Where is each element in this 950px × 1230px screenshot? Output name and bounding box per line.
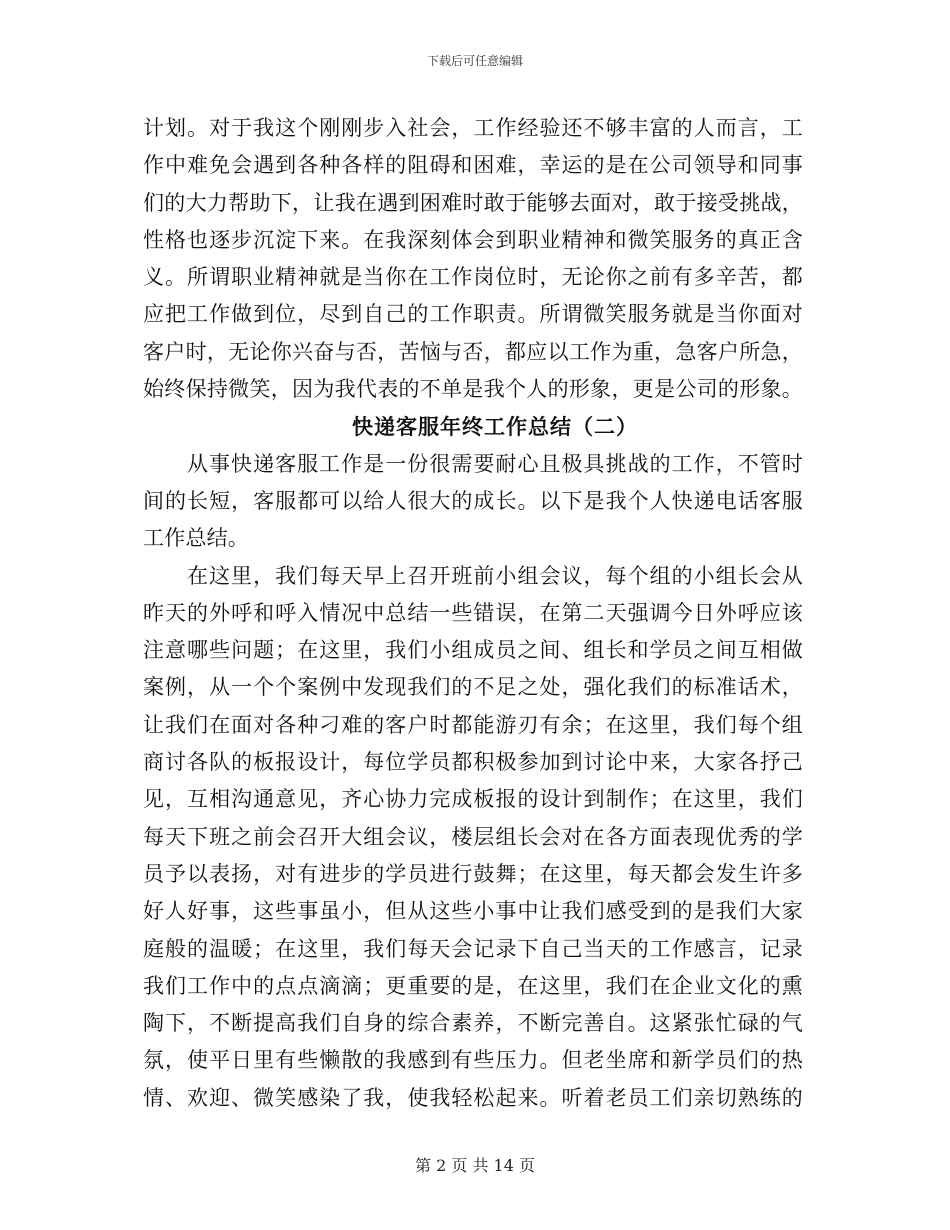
paragraph-continued [143, 110, 803, 408]
text-line: 庭般的温暖；在这里，我们每天会记录下自己当天的工作感言，记录 [143, 936, 803, 961]
text-line: 从事快递客服工作是一份很需要耐心且极具挑战的工作，不管时 [187, 451, 803, 476]
text-line: 见，互相沟通意见，齐心协力完成板报的设计到制作；在这里，我们 [143, 787, 803, 812]
document-body [143, 110, 803, 1117]
text-line: 我们工作中的点点滴滴；更重要的是，在这里，我们在企业文化的熏 [143, 973, 803, 998]
text-line: 性格也逐步沉淀下来。在我深刻体会到职业精神和微笑服务的真正含 [143, 227, 803, 252]
paragraph-main [143, 558, 803, 1117]
text-line: 义。所谓职业精神就是当你在工作岗位时，无论你之前有多辛苦，都 [143, 265, 803, 290]
text-line: 始终保持微笑，因为我代表的不单是我个人的形象，更是公司的形象。 [143, 377, 803, 402]
text-line: 应把工作做到位，尽到自己的工作职责。所谓微笑服务就是当你面对 [143, 302, 803, 327]
text-line: 间的长短，客服都可以给人很大的成长。以下是我个人快递电话客服 [143, 488, 803, 513]
text-line: 每天下班之前会召开大组会议，楼层组长会对在各方面表现优秀的学 [143, 824, 803, 849]
text-line: 在这里，我们每天早上召开班前小组会议，每个组的小组长会从 [187, 563, 803, 588]
text-line: 客户时，无论你兴奋与否，苦恼与否，都应以工作为重，急客户所急， [143, 339, 803, 364]
text-line: 员予以表扬，对有进步的学员进行鼓舞；在这里，每天都会发生许多 [143, 861, 803, 886]
section-title: 快递客服年终工作总结（二） [352, 414, 638, 440]
text-line: 让我们在面对各种刁难的客户时都能游刃有余；在这里，我们每个组 [143, 712, 803, 737]
page-header: 下载后可任意编辑 [426, 54, 523, 68]
text-line: 们的大力帮助下，让我在遇到困难时敢于能够去面对，敢于接受挑战， [143, 190, 803, 215]
page-number: 第 2 页 共 14 页 [415, 1156, 535, 1175]
text-line: 陶下，不断提高我们自身的综合素养，不断完善自。这紧张忙碌的气 [143, 1011, 803, 1036]
text-line: 工作总结。 [143, 526, 249, 551]
text-line: 商讨各队的板报设计，每位学员都积极参加到讨论中来，大家各抒己 [143, 750, 803, 775]
text-line: 氛，使平日里有些懒散的我感到有些压力。但老坐席和新学员们的热 [143, 1048, 803, 1073]
text-line: 作中难免会遇到各种各样的阻碍和困难，幸运的是在公司领导和同事 [143, 153, 803, 178]
paragraph-intro [143, 446, 803, 558]
text-line: 计划。对于我这个刚刚步入社会，工作经验还不够丰富的人而言，工 [143, 116, 803, 140]
text-line: 案例，从一个个案例中发现我们的不足之处，强化我们的标准话术， [143, 675, 803, 700]
text-line: 昨天的外呼和呼入情况中总结一些错误，在第二天强调今日外呼应该 [143, 600, 803, 625]
text-line: 情、欢迎、微笑感染了我，使我轻松起来。听着老员工们亲切熟练的 [143, 1085, 803, 1110]
text-line: 注意哪些问题；在这里，我们小组成员之间、组长和学员之间互相做 [143, 638, 803, 663]
text-line: 好人好事，这些事虽小，但从这些小事中让我们感受到的是我们大家 [143, 899, 803, 924]
